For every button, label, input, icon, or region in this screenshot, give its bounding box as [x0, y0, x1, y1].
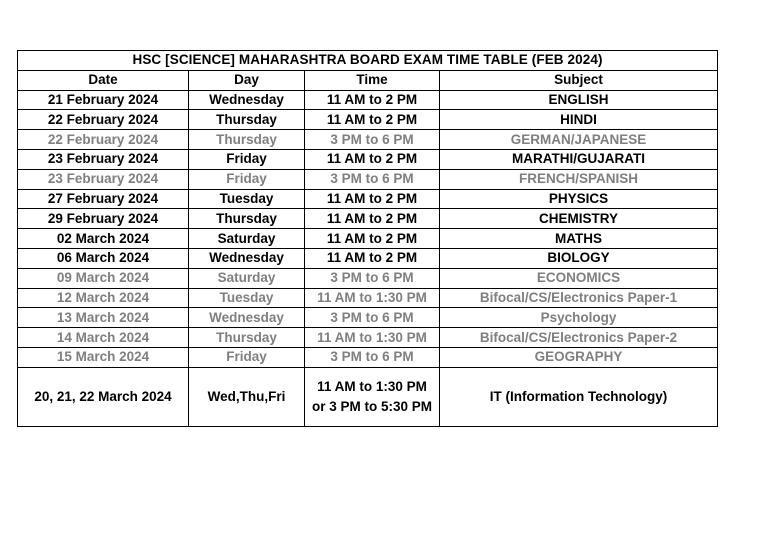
cell-subject: IT (Information Technology): [440, 367, 718, 426]
cell-time: 11 AM to 2 PM: [305, 229, 440, 249]
cell-day: Tuesday: [189, 288, 305, 308]
cell-time: 3 PM to 6 PM: [305, 308, 440, 328]
cell-day: Wednesday: [189, 248, 305, 268]
cell-day: Tuesday: [189, 189, 305, 209]
table-row: [18, 347, 718, 367]
header-subject: Subject: [440, 70, 718, 90]
cell-time: 11 AM to 2 PM: [305, 248, 440, 268]
header-date: Date: [18, 70, 189, 90]
table-row: [18, 248, 718, 268]
cell-subject: GERMAN/JAPANESE: [440, 130, 718, 150]
table-title: HSC [SCIENCE] MAHARASHTRA BOARD EXAM TIME TABLE (FEB 2024): [18, 51, 718, 71]
cell-time: 11 AM to 2 PM: [305, 110, 440, 130]
cell-subject: BIOLOGY: [440, 248, 718, 268]
cell-subject: Bifocal/CS/Electronics Paper-2: [440, 328, 718, 348]
cell-day: Wednesday: [189, 308, 305, 328]
cell-subject: GEOGRAPHY: [440, 347, 718, 367]
table-body: [18, 90, 718, 367]
table-row: [18, 209, 718, 229]
cell-subject: Psychology: [440, 308, 718, 328]
header-row: [18, 70, 718, 90]
cell-day: Thursday: [189, 328, 305, 348]
table-row-it: [18, 367, 718, 426]
cell-subject: Bifocal/CS/Electronics Paper-1: [440, 288, 718, 308]
cell-day: Friday: [189, 149, 305, 169]
cell-day: Thursday: [189, 209, 305, 229]
table-row: [18, 169, 718, 189]
cell-date: 27 February 2024: [18, 189, 189, 209]
cell-date: 29 February 2024: [18, 209, 189, 229]
cell-date: 20, 21, 22 March 2024: [18, 367, 189, 426]
table-row: [18, 308, 718, 328]
cell-time: 3 PM to 6 PM: [305, 268, 440, 288]
table-footer-body: [18, 367, 718, 426]
table-row: [18, 90, 718, 110]
table-row: [18, 288, 718, 308]
exam-timetable: [17, 50, 718, 427]
table-row: [18, 149, 718, 169]
exam-timetable-sheet: [17, 50, 717, 427]
cell-date: 22 February 2024: [18, 110, 189, 130]
cell-day: Thursday: [189, 130, 305, 150]
cell-subject: MATHS: [440, 229, 718, 249]
cell-date: 02 March 2024: [18, 229, 189, 249]
cell-subject: FRENCH/SPANISH: [440, 169, 718, 189]
cell-time: 11 AM to 2 PM: [305, 90, 440, 110]
cell-day: Friday: [189, 347, 305, 367]
cell-day: Thursday: [189, 110, 305, 130]
cell-time-line1: 11 AM to 1:30 PM: [317, 378, 427, 394]
table-row: [18, 268, 718, 288]
cell-time: 3 PM to 6 PM: [305, 169, 440, 189]
cell-date: 06 March 2024: [18, 248, 189, 268]
cell-day: Wednesday: [189, 90, 305, 110]
cell-time: 3 PM to 6 PM: [305, 130, 440, 150]
cell-time: 11 AM to 2 PM: [305, 209, 440, 229]
cell-subject: HINDI: [440, 110, 718, 130]
cell-date: 12 March 2024: [18, 288, 189, 308]
table-row: [18, 130, 718, 150]
header-time: Time: [305, 70, 440, 90]
cell-date: 22 February 2024: [18, 130, 189, 150]
cell-date: 09 March 2024: [18, 268, 189, 288]
cell-date: 13 March 2024: [18, 308, 189, 328]
cell-subject: ENGLISH: [440, 90, 718, 110]
table-row: [18, 328, 718, 348]
cell-subject: ECONOMICS: [440, 268, 718, 288]
cell-day: Friday: [189, 169, 305, 189]
cell-time: [305, 367, 440, 426]
cell-subject: PHYSICS: [440, 189, 718, 209]
cell-subject: CHEMISTRY: [440, 209, 718, 229]
cell-day: Wed,Thu,Fri: [189, 367, 305, 426]
header-day: Day: [189, 70, 305, 90]
table-row: [18, 189, 718, 209]
cell-time: 3 PM to 6 PM: [305, 347, 440, 367]
table-row: [18, 229, 718, 249]
cell-date: 23 February 2024: [18, 169, 189, 189]
cell-subject: MARATHI/GUJARATI: [440, 149, 718, 169]
cell-time: 11 AM to 2 PM: [305, 189, 440, 209]
cell-date: 15 March 2024: [18, 347, 189, 367]
cell-time: 11 AM to 2 PM: [305, 149, 440, 169]
cell-day: Saturday: [189, 229, 305, 249]
title-row: [18, 51, 718, 71]
table-row: [18, 110, 718, 130]
cell-day: Saturday: [189, 268, 305, 288]
cell-time-line2: or 3 PM to 5:30 PM: [311, 398, 433, 414]
cell-time: 11 AM to 1:30 PM: [305, 328, 440, 348]
cell-date: 14 March 2024: [18, 328, 189, 348]
cell-date: 21 February 2024: [18, 90, 189, 110]
cell-time: 11 AM to 1:30 PM: [305, 288, 440, 308]
cell-date: 23 February 2024: [18, 149, 189, 169]
